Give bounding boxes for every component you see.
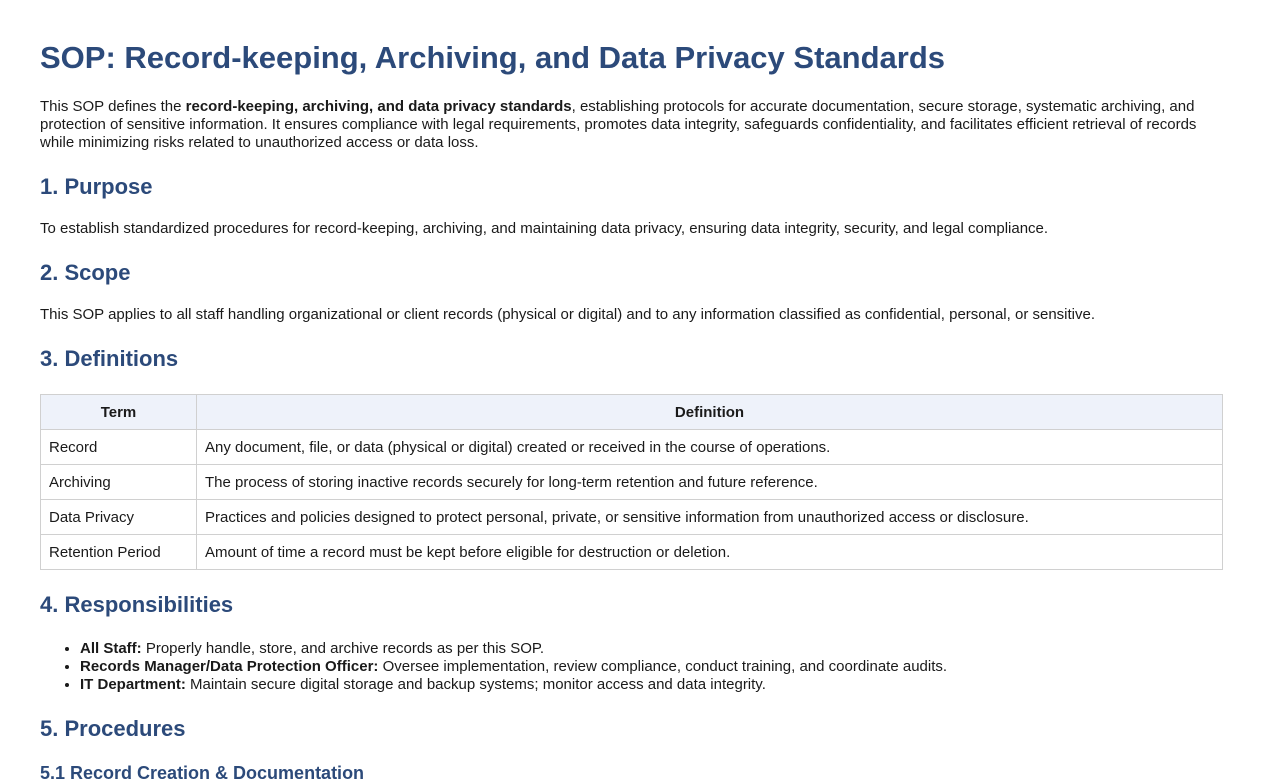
intro-paragraph — [40, 98, 1223, 152]
scope-text: This SOP applies to all staff handling organizational or client records (physical or digital) and to any information classified as confidential, personal, or sensitive. — [40, 306, 1096, 323]
header-term: Term — [41, 395, 197, 430]
responsibilities-list — [40, 640, 1223, 694]
term-cell: Retention Period — [41, 535, 197, 570]
list-item — [80, 676, 1223, 694]
table-row — [41, 535, 1223, 570]
list-item — [80, 658, 1223, 676]
term-cell: Archiving — [41, 465, 197, 500]
table-row — [41, 500, 1223, 535]
procedures-heading: 5. Procedures — [40, 716, 186, 741]
table-header-row — [41, 395, 1223, 430]
term-cell: Record — [41, 430, 197, 465]
term-cell: Data Privacy — [41, 500, 197, 535]
role-text: Oversee implementation, review compliance, conduct training, and coordinate audits. — [378, 658, 948, 675]
purpose-text: To establish standardized procedures for record-keeping, archiving, and maintaining data privacy, ensuring data integrity, security, and legal compliance. — [40, 220, 1049, 237]
table-row — [41, 465, 1223, 500]
role-label: IT Department: — [80, 676, 186, 693]
definitions-heading: 3. Definitions — [40, 346, 179, 371]
role-label: Records Manager/Data Protection Officer: — [80, 658, 379, 675]
table-row — [41, 430, 1223, 465]
header-definition: Definition — [197, 395, 1223, 430]
list-item — [80, 640, 1223, 658]
page-title: SOP: Record-keeping, Archiving, and Data Privacy Standards — [40, 40, 945, 75]
role-text: Properly handle, store, and archive records as per this SOP. — [141, 640, 545, 657]
responsibilities-heading: 4. Responsibilities — [40, 592, 234, 617]
role-label: All Staff: — [80, 640, 142, 657]
definition-cell: Any document, file, or data (physical or digital) created or received in the course of operations. — [197, 430, 1223, 465]
purpose-heading: 1. Purpose — [40, 174, 153, 199]
intro-text-before: This SOP defines the — [40, 98, 186, 115]
role-text: Maintain secure digital storage and backup systems; monitor access and data integrity. — [185, 676, 766, 693]
intro-text-after: , establishing protocols for accurate documentation, secure storage, systematic archiving, and protection of sensitive information. It ensures compliance with legal requirements, promotes data integrity, safeguards confidentiality, and facilitates efficient retrieval of records while minimizing risks related to unauthorized access or data loss. — [40, 98, 1197, 151]
scope-heading: 2. Scope — [40, 260, 131, 285]
definition-cell: The process of storing inactive records securely for long-term retention and future reference. — [197, 465, 1223, 500]
definition-cell: Amount of time a record must be kept before eligible for destruction or deletion. — [197, 535, 1223, 570]
subsection-heading: 5.1 Record Creation & Documentation — [40, 763, 365, 783]
definitions-table — [40, 394, 1223, 570]
definition-cell: Practices and policies designed to protect personal, private, or sensitive information from unauthorized access or disclosure. — [197, 500, 1223, 535]
intro-text-bold: record-keeping, archiving, and data privacy standards — [185, 98, 572, 115]
